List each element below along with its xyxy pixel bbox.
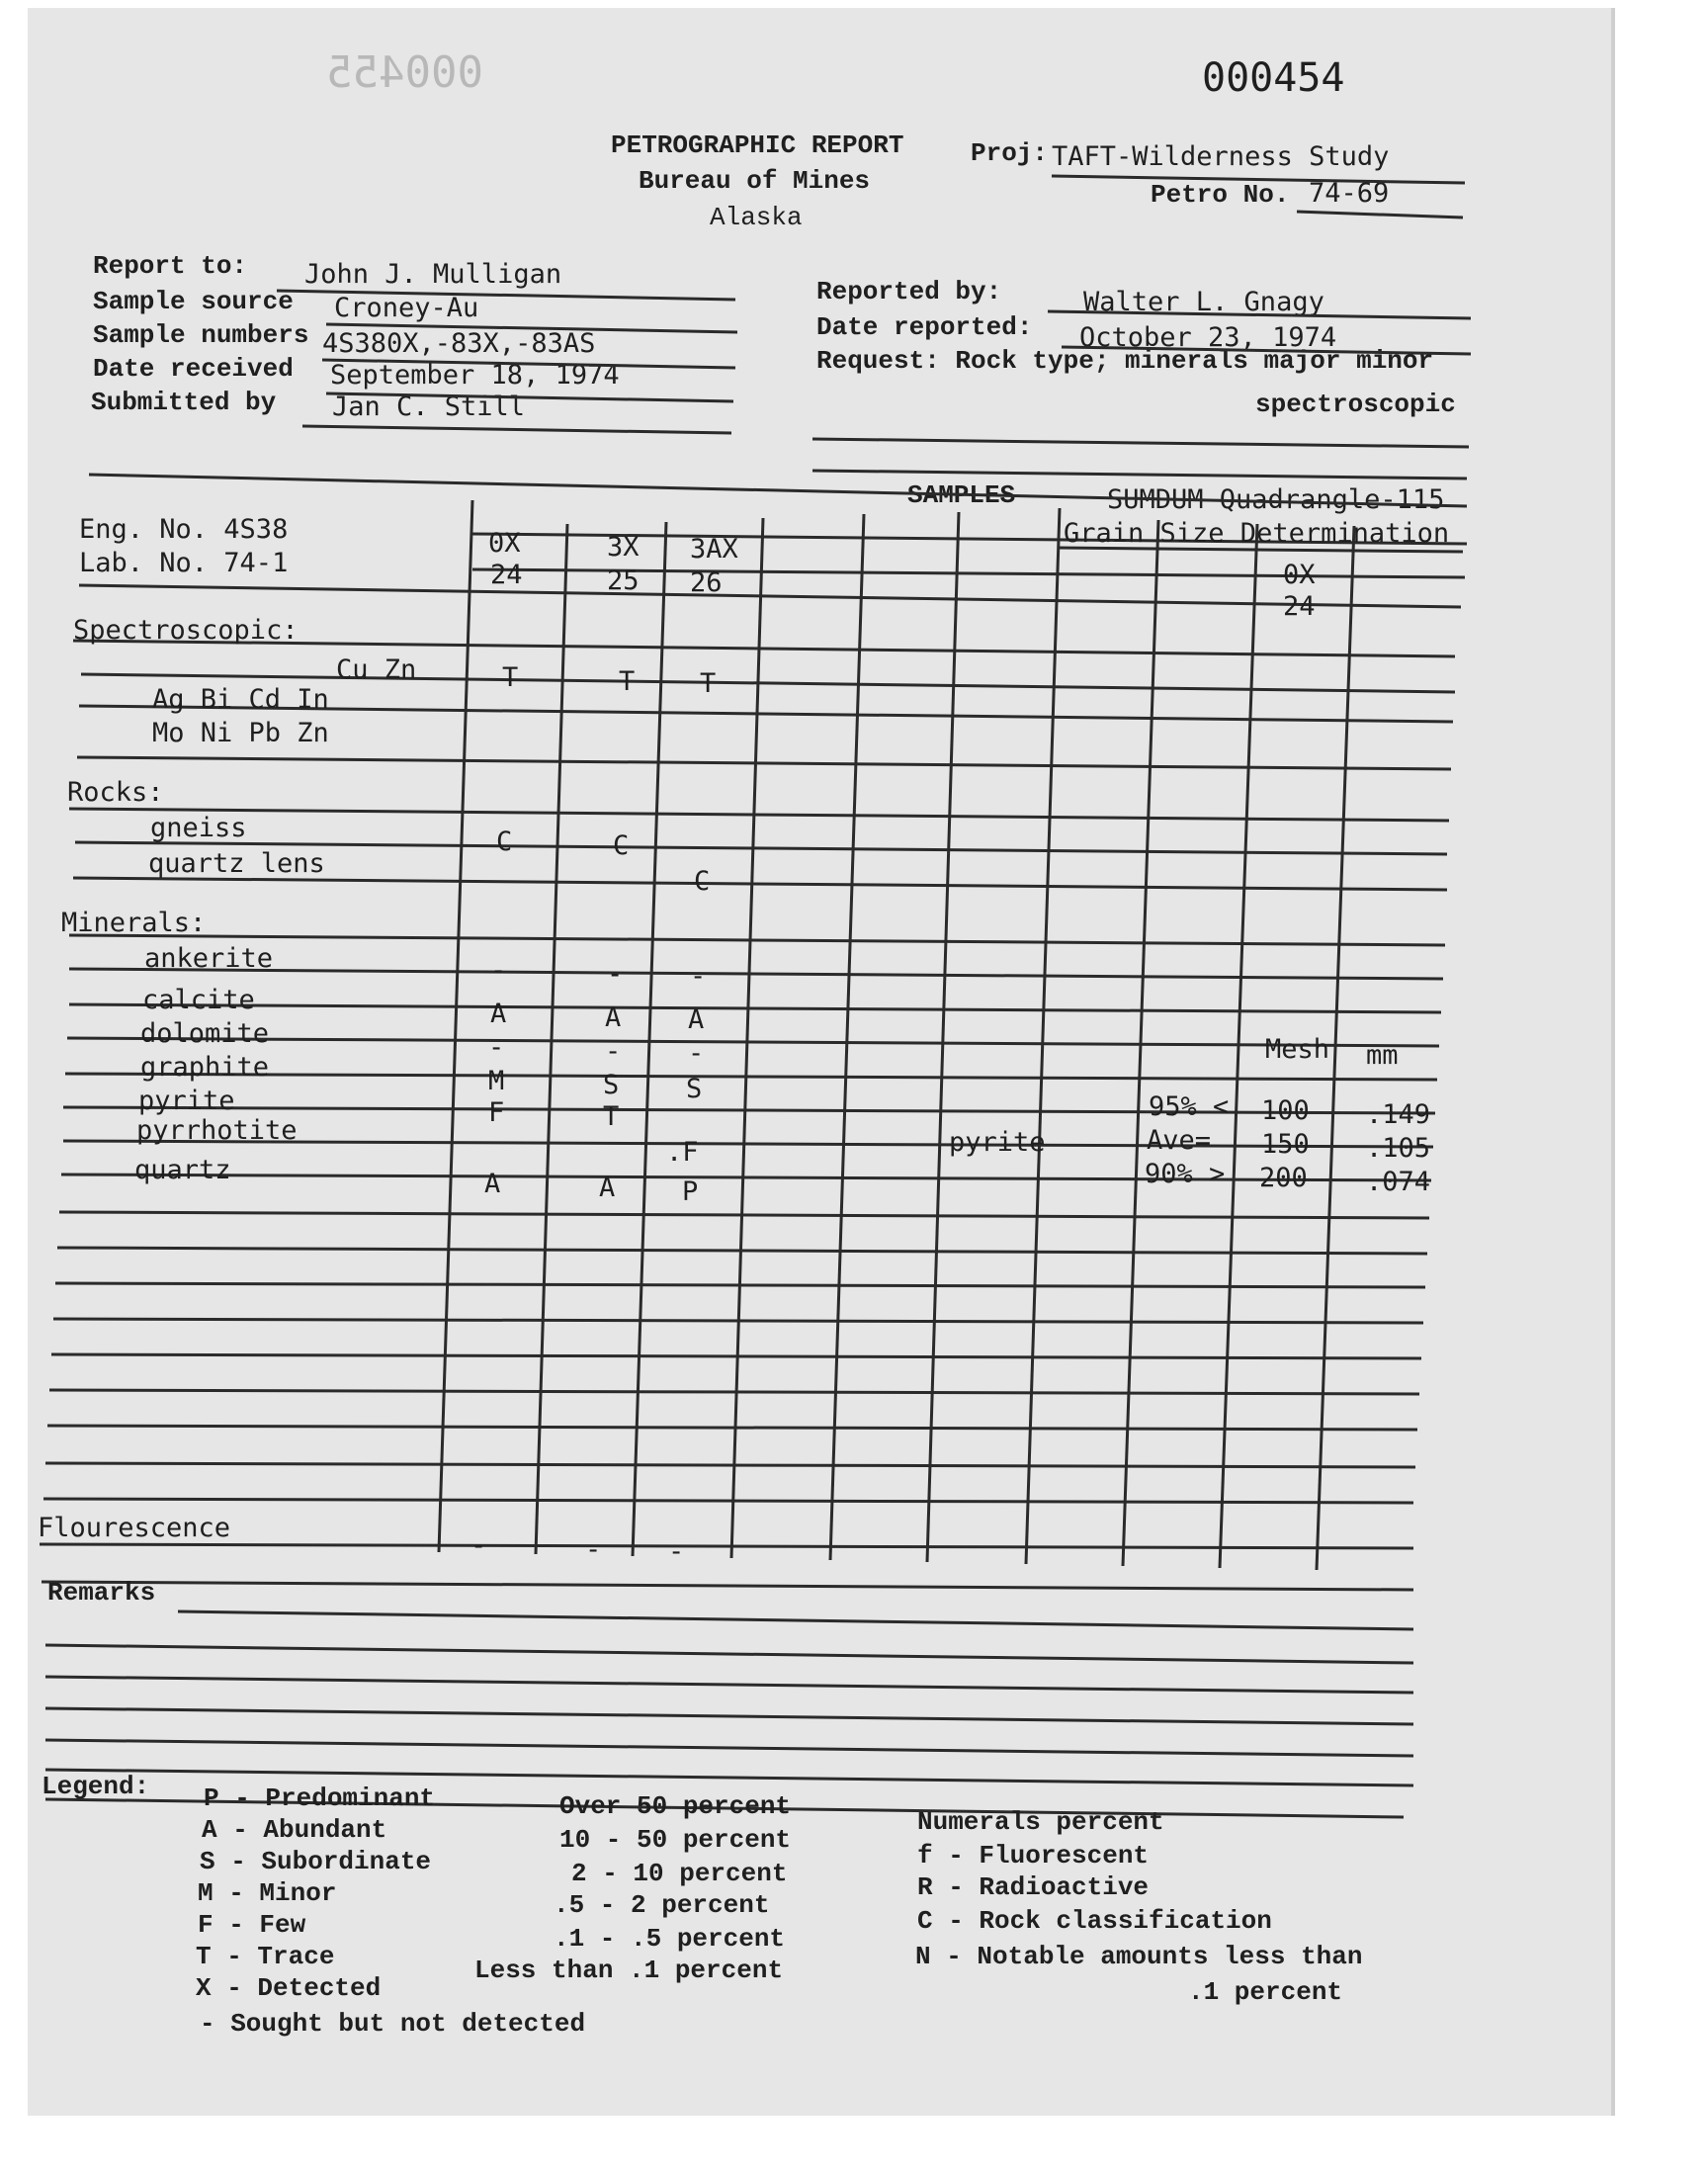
col2-sample: 3X <box>607 532 640 563</box>
petro-value: 74-69 <box>1309 178 1390 209</box>
cell-flour-2: - <box>585 1534 602 1565</box>
cell-cuzn-2: T <box>619 666 636 697</box>
legend-other-4: C - Rock classification <box>917 1906 1272 1936</box>
report-to-value: John J. Mulligan <box>304 259 562 290</box>
cell-dolomite-1: - <box>488 1032 505 1063</box>
mirror-serial: 000455 <box>326 47 483 98</box>
legend-dash: - Sought but not detected <box>200 2009 586 2039</box>
cell-quartz-2: A <box>599 1173 616 1203</box>
legend-range-4: .5 - 2 percent <box>554 1890 770 1920</box>
cell-dolomite-3: - <box>688 1038 705 1069</box>
col2-lab: 25 <box>607 566 640 596</box>
agency: Bureau of Mines <box>639 166 871 196</box>
cell-pyrrhotite-3: .F <box>666 1137 699 1168</box>
state: Alaska <box>710 203 803 232</box>
flourescence-label: Flourescence <box>38 1513 231 1543</box>
legend-range-1: Over 50 percent <box>559 1791 792 1821</box>
cell-flour-3: - <box>668 1536 685 1567</box>
cell-calcite-2: A <box>605 1002 622 1033</box>
sample-source-value: Croney-Au <box>334 293 479 323</box>
grain-row1-label: 95% < <box>1149 1091 1230 1122</box>
grain-size-header: Grain Size Determination <box>1064 518 1450 549</box>
date-reported-label: Date reported: <box>816 312 1033 342</box>
spectroscopic-label: Spectroscopic: <box>73 615 299 646</box>
cell-ankerite-1: - <box>490 955 507 986</box>
cell-gneiss-2: C <box>613 830 630 861</box>
grain-row3-mm: .074 <box>1366 1167 1431 1197</box>
reported-by-value: Walter L. Gnagy <box>1083 287 1324 317</box>
row-mo-ni-pb-zn: Mo Ni Pb Zn <box>152 718 329 748</box>
sample-source-label: Sample source <box>93 287 294 316</box>
legend-x: X - Detected <box>196 1973 382 2003</box>
cell-flour-1: - <box>470 1530 487 1561</box>
cell-cuzn-3: T <box>700 668 717 699</box>
reported-by-label: Reported by: <box>816 277 1002 306</box>
date-received-value: September 18, 1974 <box>330 360 620 391</box>
sample-numbers-label: Sample numbers <box>93 320 309 350</box>
cell-quartz-1: A <box>484 1169 501 1199</box>
sample-numbers-value: 4S380X,-83X,-83AS <box>322 328 596 359</box>
cell-graphite-2: S <box>603 1070 620 1100</box>
grain-row1-mm: .149 <box>1366 1099 1431 1130</box>
mm-header: mm <box>1366 1040 1399 1071</box>
row-gneiss: gneiss <box>150 813 247 843</box>
date-reported-value: October 23, 1974 <box>1079 322 1337 353</box>
request-continued: spectroscopic <box>1255 390 1456 419</box>
eng-no: Eng. No. 4S38 <box>79 514 289 545</box>
grain-row3-label: 90% > <box>1145 1159 1226 1189</box>
serial-number: 000454 <box>1202 55 1345 101</box>
cell-ankerite-3: - <box>690 961 707 992</box>
grain-row3-mesh: 200 <box>1259 1163 1308 1193</box>
cell-calcite-3: A <box>688 1004 705 1035</box>
petro-label: Petro No. <box>1151 180 1290 210</box>
cell-gneiss-1: C <box>496 826 513 857</box>
row-cu-zn: Cu Zn <box>336 654 417 685</box>
legend-other-1: Numerals percent <box>917 1807 1164 1837</box>
cell-calcite-1: A <box>490 999 507 1029</box>
mesh-header: Mesh <box>1265 1034 1330 1065</box>
row-dolomite: dolomite <box>140 1018 270 1049</box>
grain-row2-mm: .105 <box>1366 1133 1431 1164</box>
col1-sample: 0X <box>488 528 521 559</box>
cell-cuzn-1: T <box>502 662 519 693</box>
cell-quartz-lens-3: C <box>694 866 711 897</box>
lab-no: Lab. No. 74-1 <box>79 548 289 578</box>
legend-other-3: R - Radioactive <box>917 1872 1150 1902</box>
legend-label: Legend: <box>42 1772 150 1801</box>
grain-row2-mesh: 150 <box>1261 1129 1310 1160</box>
row-pyrrhotite: pyrrhotite <box>136 1115 298 1146</box>
legend-f: F - Few <box>198 1910 306 1940</box>
legend-t: T - Trace <box>196 1942 335 1971</box>
col3-sample: 3AX <box>690 534 738 565</box>
row-calcite: calcite <box>142 985 255 1015</box>
remarks-label: Remarks <box>47 1578 156 1608</box>
minerals-label: Minerals: <box>61 908 207 938</box>
cell-ankerite-2: - <box>607 959 624 990</box>
rocks-label: Rocks: <box>67 777 164 808</box>
row-pyrite: pyrite <box>138 1086 235 1116</box>
cell-pyrite-1: F <box>488 1097 505 1128</box>
grain-mineral: pyrite <box>949 1127 1046 1158</box>
report-title: PETROGRAPHIC REPORT <box>611 130 904 160</box>
grain-lab: 24 <box>1283 591 1316 622</box>
report-to-label: Report to: <box>93 251 248 281</box>
legend-other-6: .1 percent <box>1188 1977 1343 2007</box>
legend-p: P - Predominant <box>204 1784 436 1813</box>
samples-quadrangle: SUMDUM Quadrangle-115 <box>1107 484 1445 515</box>
col1-lab: 24 <box>490 560 523 590</box>
proj-label: Proj: <box>971 138 1049 168</box>
cell-graphite-1: M <box>488 1066 505 1096</box>
cell-quartz-3: P <box>682 1176 699 1207</box>
legend-range-6: Less than .1 percent <box>474 1956 784 1985</box>
cell-pyrite-2: T <box>603 1101 620 1132</box>
request-label: Request: Rock type; minerals major minor <box>816 346 1434 376</box>
row-ankerite: ankerite <box>144 943 274 974</box>
legend-range-2: 10 - 50 percent <box>559 1825 792 1855</box>
legend-other-5: N - Notable amounts less than <box>915 1942 1363 1971</box>
legend-range-5: .1 - .5 percent <box>554 1924 786 1954</box>
samples-label: SAMPLES <box>907 480 1016 510</box>
row-quartz: quartz <box>134 1155 231 1185</box>
col3-lab: 26 <box>690 567 723 598</box>
legend-a: A - Abundant <box>202 1815 387 1845</box>
cell-graphite-3: S <box>686 1074 703 1104</box>
grain-row2-label: Ave= <box>1147 1125 1212 1156</box>
submitted-by-value: Jan C. Still <box>332 392 526 422</box>
row-quartz-lens: quartz lens <box>148 848 325 879</box>
date-received-label: Date received <box>93 354 294 384</box>
legend-m: M - Minor <box>198 1878 337 1908</box>
submitted-by-label: Submitted by <box>91 388 277 417</box>
legend-range-3: 2 - 10 percent <box>571 1859 788 1888</box>
row-graphite: graphite <box>140 1052 270 1083</box>
proj-value: TAFT-Wilderness Study <box>1052 141 1390 172</box>
legend-s: S - Subordinate <box>200 1847 432 1876</box>
cell-dolomite-2: - <box>605 1036 622 1067</box>
row-ag-bi-cd-in: Ag Bi Cd In <box>152 684 329 715</box>
legend-other-2: f - Fluorescent <box>917 1841 1150 1870</box>
grain-row1-mesh: 100 <box>1261 1095 1310 1126</box>
grain-sample: 0X <box>1283 560 1316 590</box>
